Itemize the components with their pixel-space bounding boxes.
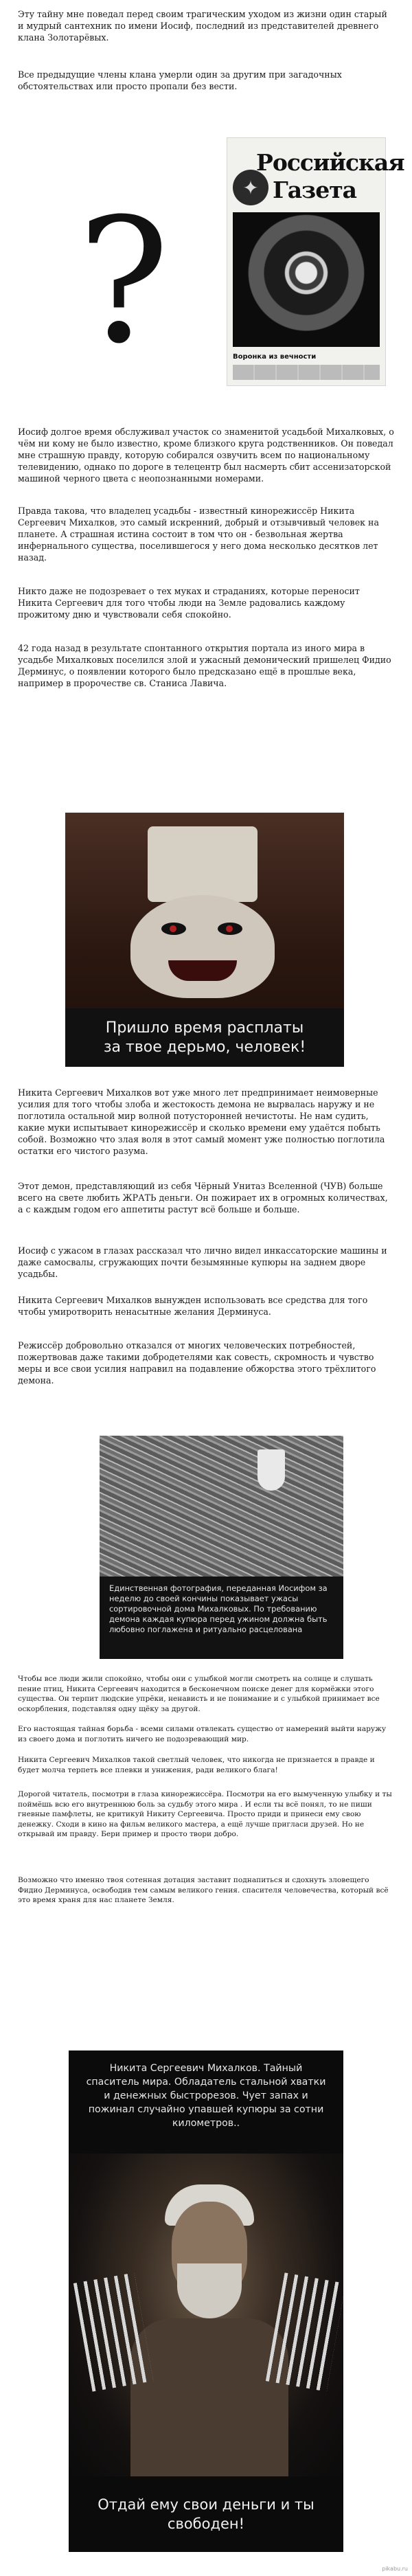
figure-beard	[177, 2263, 242, 2318]
toilet-meme-image	[65, 813, 344, 1067]
paragraph-sacrifice: Режиссёр добровольно отказался от многих человеческих потребностей, пожертвовав даже такими добродетелями как совесть, скромность и чувство меры и все свои усилия направил на подавление обжорства этого трёхлитого демона.	[18, 1340, 376, 1386]
toilet-tank	[148, 826, 258, 902]
money-pile	[100, 1436, 343, 1577]
toilet-meme-caption-line-1: Пришло время расплаты	[105, 1019, 304, 1037]
paragraph-donation: Возможно что именно твоя сотенная дотация заставит поднапиться и сдохнуть зловещего Фидио Дерминуса, освободив тем самым великого гения. спасителя человечества, который всё это время храня для нас планете Земля.	[18, 1876, 389, 1904]
paragraph-efforts: Никита Сергеевич Михалков вот уже много лет предпринимает неимоверные усилия для того чтобы злоба и жестокость демона не вырвалась наружу и не поглотила остальной мир волной потусторонней нечистоты. Не нам судить, какие муки испытывает кинорежиссёр и сколько времени ему удаётся побыть собой. Возможно что злая воля в этот самый момент уже полностью поглотила остатки его чистого разума.	[18, 1087, 385, 1156]
paragraph-portal: 42 года назад в результате спонтанного открытия портала из иного мира в усадьбе Михалковых поселился злой и ужасный демонический пришелец Фидио Дерминус, о появлении которого было предсказано ещё в прошлые века, например в пророчестве св. Станиса Лавича.	[18, 643, 391, 688]
paragraph-bright-man: Никита Сергеевич Михалков такой светлый человек, что никогда не признается в правде и будет молча терпеть все плевки и унижения, ради великого блага!	[18, 1756, 375, 1774]
paragraph-truth: Правда такова, что владелец усадьбы - известный кинорежиссёр Никита Сергеевич Михалков, это самый искренний, добрый и отзывчивый человек на планете. А страшная истина состоит в том что он - безвольная жертва инфернального существа, поселившегося у него дома несколько десятков лет назад.	[18, 506, 379, 563]
paragraph-demon: Этот демон, представляющий из себя Чёрный Унитаз Вселенной (ЧУВ) больше всего на свете любить ЖРАТЬ деньги. Он пожирает их в огромных количествах, а с каждым годом его аппетиты растут всё больше и больше.	[18, 1181, 388, 1214]
toilet-eye-left	[161, 923, 186, 935]
newspaper-image	[227, 137, 404, 386]
masthead-word-1: Российская	[256, 149, 404, 176]
figure-body	[130, 2318, 288, 2476]
claws-left	[73, 2272, 153, 2391]
question-mark-icon: ?	[77, 181, 170, 381]
money-photo-image	[100, 1436, 343, 1659]
claws-right	[266, 2272, 343, 2391]
poster-figure	[69, 2154, 343, 2476]
eagle-emblem-icon: ✦	[233, 170, 268, 205]
paragraph-reader: Дорогой читатель, посмотри в глаза кинорежиссёра. Посмотри на его вымученную улыбку и ты поймёшь всю его внутреннюю боль за судьбу этого мира . И если ты всё понял, то не пиши гневные памфлеты, не критикуй Никиту Сергеевича. Просто приди и принеси ему свою денежку. Сходи в кино на фильм великого мастера, а ещё лучше пригласи друзей. Но не открывай им правду. Бери пример и просто твори добро.	[18, 1790, 392, 1838]
toilet-bowl	[130, 895, 275, 998]
masthead-word-2: Газета	[273, 177, 357, 203]
paragraph-intro: Эту тайну мне поведал перед своим трагическим уходом из жизни один старый и мудрый сантехник по имени Иосиф, последний из представителей древнего клана Золотарёвых.	[18, 9, 387, 43]
paragraph-struggle: Его настоящая тайная борьба - всеми силами отвлекать существо от намерений выйти наружу из своего дома и поглотить ничего не подозревающий мир.	[18, 1725, 387, 1743]
money-photo-caption: Единственная фотография, переданная Иосифом за неделю до своей кончины показывает ужасы сортировочной дома Михалковых. По требованию демона каждая купюра перед ужином должна быть любовно поглажена и ритуально расцелована	[100, 1577, 343, 1659]
paragraph-iosif: Иосиф долгое время обслуживал участок со знаменитой усадьбой Михалковых, о чём ни кому не было известно, кроме близкого круга родственников. Он поведал мне страшную правду, которую собирался озвучить всем по национальному телевидению, однако по дороге в телецентр был насмерть сбит ассенизаторской машиной черного цвета с неопознанными номерами.	[18, 427, 394, 484]
poster-top-text: Никита Сергеевич Михалков. Тайный спаситель мира. Обладатель стальной хватки и денежных быстрорезов. Чует запах и пожинал случайно упавшей купюры за сотни километров..	[86, 2063, 326, 2129]
poster-image	[69, 2050, 343, 2552]
newspaper-photo	[233, 212, 380, 347]
money-lamp	[258, 1449, 285, 1491]
toilet-mouth	[168, 960, 237, 981]
paragraph-search: Чтобы все люди жили спокойно, чтобы они с улыбкой могли смотреть на солнце и слушать пение птиц, Никита Сергеевич находится в бесконечном поиске денег для кормёжки этого существа. Он терпит людские упрёки, ненависть и не понимание и с улыбкой принимает все оскорбления, подставляя одну щёку за другой.	[18, 1675, 380, 1713]
newspaper-masthead	[233, 145, 404, 207]
toilet-meme-caption	[65, 1008, 344, 1067]
watermark: pikabu.ru	[382, 2566, 408, 2572]
paragraph-trucks: Иосиф с ужасом в глазах рассказал что лично видел инкассаторские машины и даже самосвалы, сгружающих почти безымянные купюры на заднем дворе усадьбы.	[18, 1245, 387, 1279]
paragraph-suffering: Никто даже не подозревает о тех муках и страданиях, которые переносит Никита Сергеевич для того чтобы люди на Земле радовались каждому прожитому дню и чувствовали себя спокойно.	[18, 586, 360, 620]
toilet-meme-caption-line-2: за твое дерьмо, человек!	[103, 1038, 306, 1056]
poster-bottom-text: Отдай ему свои деньги и ты свободен!	[98, 2496, 314, 2532]
paragraph-clan: Все предыдущие члены клана умерли один за другим при загадочных обстоятельствах или просто пропали без вести.	[18, 69, 342, 91]
toilet-eye-right	[218, 923, 242, 935]
paragraph-means: Никита Сергеевич Михалков вынужден использовать все средства для того чтобы умиротворить ненасытные желания Дерминуса.	[18, 1295, 368, 1317]
newspaper-caption: Воронка из вечностиᅠ	[233, 353, 323, 361]
newspaper-text-stripe	[233, 365, 380, 380]
